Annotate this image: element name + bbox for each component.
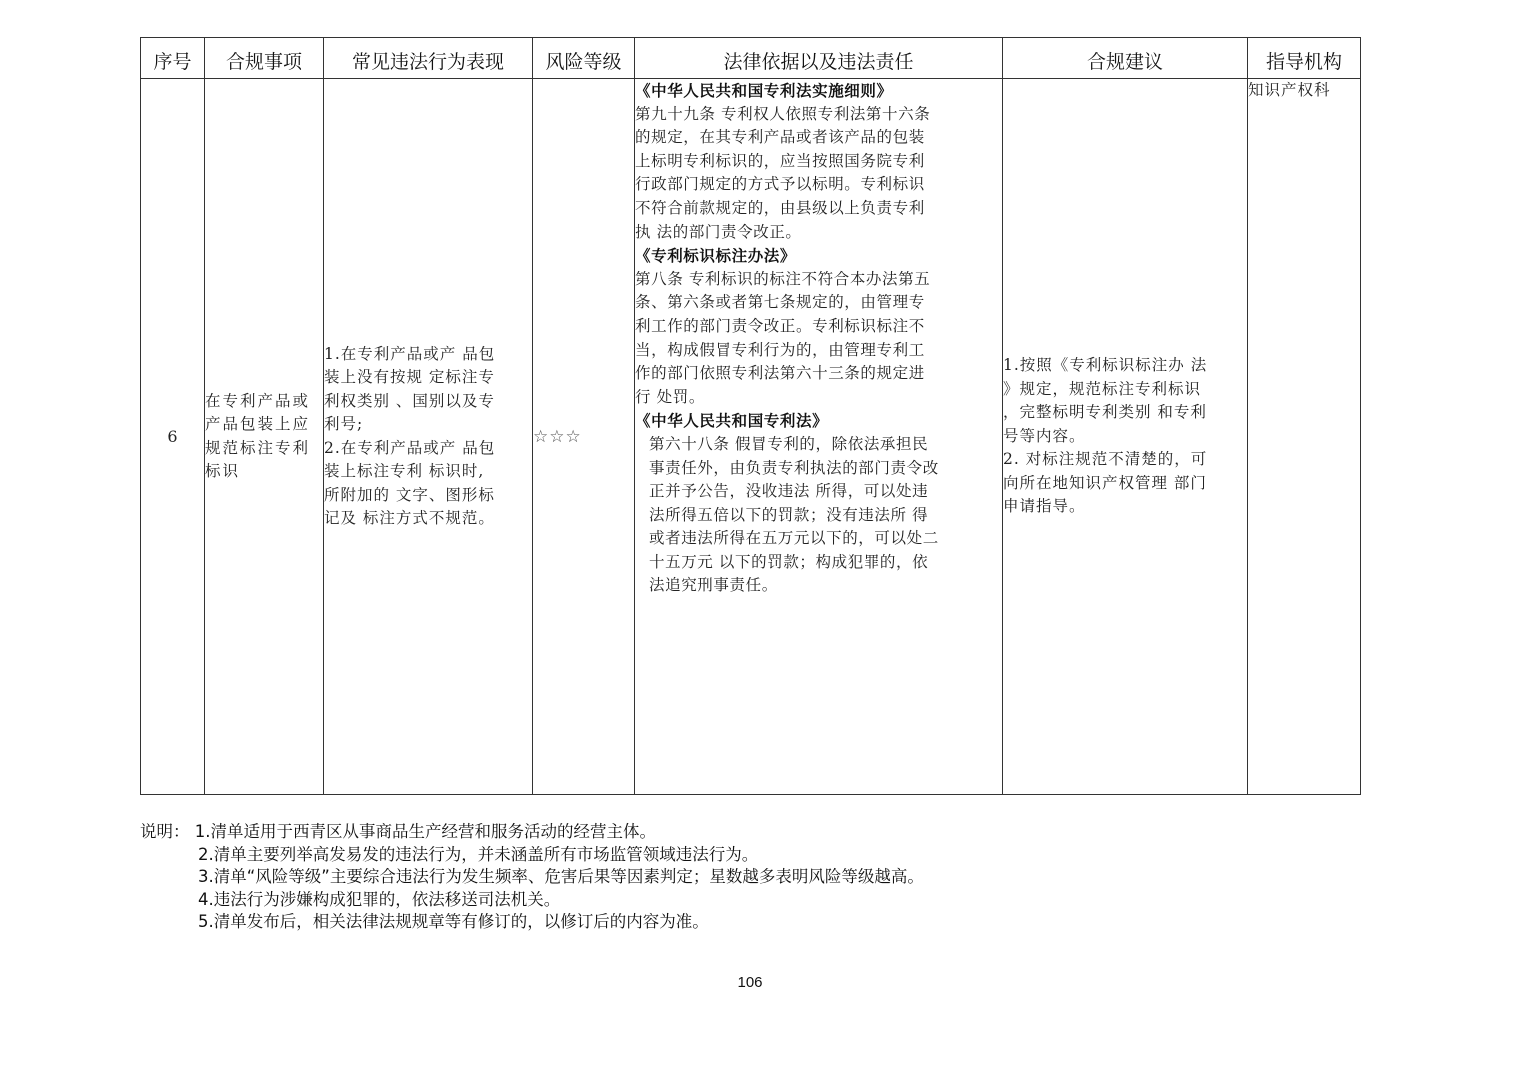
note-item: 3.清单“风险等级”主要综合违法行为发生频率、危害后果等因素判定；星数越多表明风险等级越高。 (198, 867, 924, 887)
suggest-line: 1.按照《专利标识标注办 法 (1003, 356, 1208, 375)
law-line: 事责任外，由负责专利执法的部门责令改 (649, 458, 939, 477)
law-line: 执 法的部门责令改正。 (635, 222, 802, 241)
law-line: 上标明专利标识的，应当按照国务院专利 (635, 151, 925, 170)
law-line: 第六十八条 假冒专利的，除依法承担民 (649, 434, 929, 453)
behavior-line: 2.在专利产品或产 品包 (324, 438, 496, 457)
compliance-table (140, 37, 1361, 795)
law-line: 正并予公告，没收违法 所得，可以处违 (649, 482, 929, 501)
table-row (141, 79, 1361, 795)
law-body (635, 433, 1002, 598)
law-line: 条、第六条或者第七条规定的，由管理专 (635, 293, 925, 312)
header-suggest: 合规建议 (1003, 38, 1248, 79)
suggest-line: 号等内容。 (1003, 426, 1086, 445)
page-number: 106 (737, 974, 763, 991)
violation-behavior (324, 79, 533, 795)
header-org: 指导机构 (1248, 38, 1361, 79)
behavior-line: 所附加的 文字、图形标 (324, 485, 495, 504)
compliance-suggestion (1003, 79, 1248, 795)
compliance-item: 在专利产品或产品包装上应规范标注专利标识 (205, 79, 324, 795)
note-item: 2.清单主要列举高发易发的违法行为，并未涵盖所有市场监管领域违法行为。 (198, 844, 759, 864)
notes-section (140, 821, 924, 934)
note-item: 说明： 1.清单适用于西青区从事商品生产经营和服务活动的经营主体。 (140, 822, 656, 841)
suggest-line: 向所在地知识产权管理 部门 (1003, 473, 1207, 492)
law-line: 法追究刑事责任。 (649, 576, 778, 595)
note-item: 4.违法行为涉嫌构成犯罪的，依法移送司法机关。 (198, 889, 561, 909)
law-section (635, 409, 1002, 598)
legal-basis (635, 79, 1003, 795)
law-line: 行政部门规定的方式予以标明。专利标识 (635, 175, 925, 194)
header-law: 法律依据以及违法责任 (635, 38, 1003, 79)
behavior-line: 记及 标注方式不规范。 (324, 509, 495, 527)
law-line: 作的部门依照专利法第六十三条的规定进 (635, 364, 925, 383)
header-no: 序号 (141, 38, 205, 79)
law-title: 《中华人民共和国专利法实施细则》 (635, 81, 893, 100)
guiding-agency: 知识产权科 (1248, 79, 1361, 795)
law-title: 《中华人民共和国专利法》 (635, 411, 829, 431)
law-title: 《专利标识标注办法》 (635, 246, 797, 266)
law-line: 法所得五倍以下的罚款；没有违法所 得 (649, 505, 929, 524)
row-number: 6 (141, 79, 205, 795)
behavior-line: 利号; (324, 415, 364, 433)
law-line: 或者违法所得在五万元以下的，可以处二 (649, 529, 939, 548)
suggest-line: 2. 对标注规范不清楚的，可 (1003, 450, 1208, 469)
law-line: 行 处罚。 (635, 387, 705, 406)
risk-level-stars: ☆☆☆ (533, 79, 635, 795)
suggest-line: ，完整标明专利类别 和专利 (1003, 403, 1207, 422)
law-line: 第九十九条 专利权人依照专利法第十六条 (635, 104, 931, 123)
law-line: 当，构成假冒专利行为的，由管理专利工 (635, 340, 925, 359)
law-line: 第八条 专利标识的标注不符合本办法第五 (635, 269, 931, 288)
law-line: 不符合前款规定的，由县级以上负责专利 (635, 198, 925, 217)
behavior-line: 装上标注专利 标识时, (324, 462, 485, 480)
law-line: 利工作的部门责令改正。专利标识标注不 (635, 316, 925, 335)
behavior-line: 1.在专利产品或产 品包 (324, 344, 496, 363)
header-behavior: 常见违法行为表现 (324, 38, 533, 79)
suggest-line: 》规定，规范标注专利标识 (1003, 379, 1202, 398)
suggest-line: 申请指导。 (1003, 497, 1086, 516)
note-item: 5.清单发布后，相关法律法规规章等有修订的，以修订后的内容为准。 (198, 912, 709, 932)
behavior-line: 利权类别 、国别以及专 (324, 391, 495, 410)
header-risk: 风险等级 (533, 38, 635, 79)
law-line: 的规定，在其专利产品或者该产品的包装 (635, 128, 925, 147)
header-item: 合规事项 (205, 38, 324, 79)
law-line: 十五万元 以下的罚款；构成犯罪的，依 (649, 552, 929, 571)
law-section (635, 244, 1002, 409)
behavior-line: 装上没有按规 定标注专 (324, 368, 495, 386)
law-section (635, 79, 1002, 244)
table-header-row (141, 38, 1361, 79)
